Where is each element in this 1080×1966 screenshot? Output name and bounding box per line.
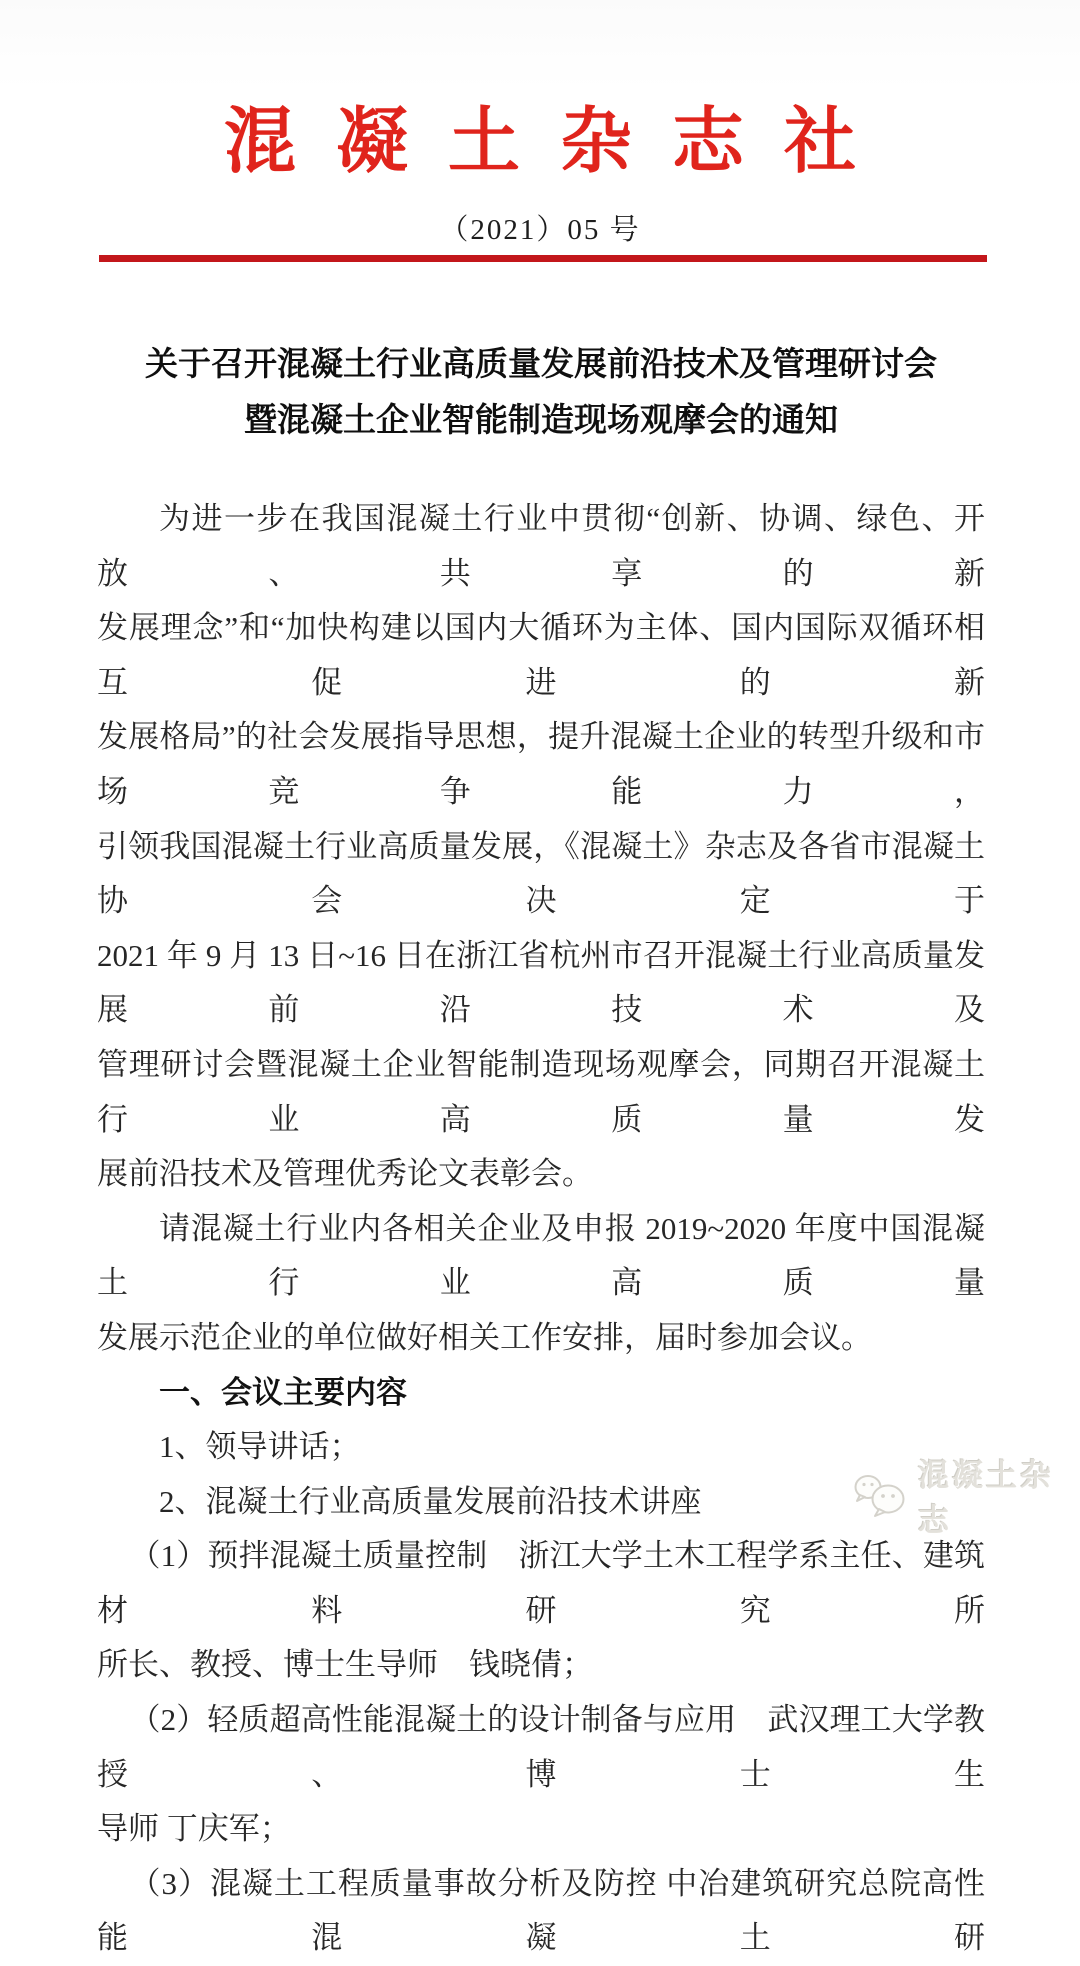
notice-title [97,336,985,448]
body-line: 发展理念”和“加快构建以国内大循环为主体、国内国际双循环相互促进的新 [97,610,985,700]
body-line: 引领我国混凝土行业高质量发展，《混凝土》杂志及各省市混凝土协会决定于 [97,828,985,919]
body-line: （3）混凝土工程质量事故分析及防控 中冶建筑研究总院高性能混凝土研 [97,1865,985,1956]
body-line: 管理研讨会暨混凝土企业智能制造现场观摩会，同期召开混凝土行业高质量发 [97,1046,985,1137]
body-line: 导师 丁庆军； [97,1811,291,1847]
section-heading: 一、会议主要内容 [159,1374,407,1410]
wechat-bubbles-icon [853,1471,909,1519]
body-line: 2021 年 9 月 13 日~16 日在浙江省杭州市召开混凝土行业高质量发展前沿技术及 [97,937,985,1028]
body-line: 请混凝土行业内各相关企业及申报 2019~2020 年度中国混凝土行业高质量 [97,1210,985,1301]
notice-title-line1: 关于召开混凝土行业高质量发展前沿技术及管理研讨会 [145,345,937,382]
body-line: 为进一步在我国混凝土行业中贯彻“创新、协调、绿色、开放、共享的新 [97,501,985,591]
notice-title-line2: 暨混凝土企业智能制造现场观摩会的通知 [244,401,838,438]
body-line: 发展格局”的社会发展指导思想，提升混凝土企业的转型升级和市场竞争能力， [97,719,985,809]
body-line: （2）轻质超高性能混凝土的设计制备与应用 武汉理工大学教授、博士生 [97,1702,985,1792]
document-number: （2021）05 号 [439,214,641,246]
body-line: 展前沿技术及管理优秀论文表彰会。 [97,1156,593,1192]
notice-body [97,492,985,1966]
red-divider-rule [99,255,987,262]
masthead-title: 混凝土杂志社 [223,102,896,182]
body-line: 1、领导讲话； [159,1429,361,1465]
body-line: 所长、教授、博士生导师 钱晓倩； [97,1647,593,1683]
watermark-label: 混凝土杂志 [918,1458,1054,1538]
body-line: （1）预拌混凝土质量控制 浙江大学土木工程学系主任、建筑材料研究所 [97,1538,985,1628]
body-line: 2、混凝土行业高质量发展前沿技术讲座 [159,1483,702,1519]
body-line: 发展示范企业的单位做好相关工作安排，届时参加会议。 [97,1319,872,1355]
